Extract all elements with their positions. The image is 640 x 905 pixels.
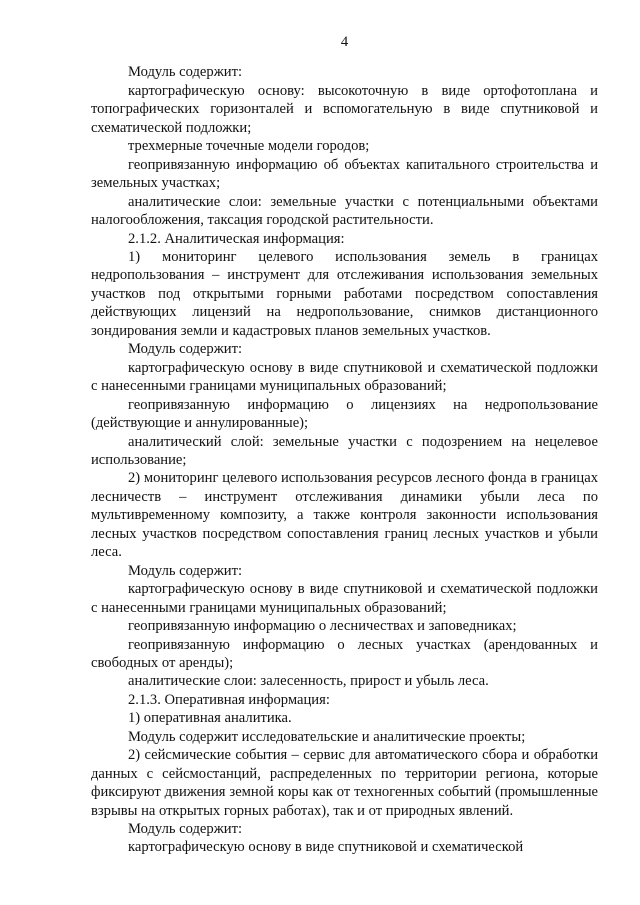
- paragraph: трехмерные точечные модели городов;: [128, 138, 370, 155]
- paragraph: картографическую основу в виде спутниковой и схематической подложки с нанесенными границами муниципальных образований;: [91, 359, 598, 395]
- paragraph: Модуль содержит:: [128, 821, 243, 838]
- paragraph: Модуль содержит:: [128, 562, 243, 579]
- section-heading: 2.1.3. Оперативная информация:: [128, 691, 330, 708]
- document-body: [91, 63, 598, 856]
- paragraph: аналитические слои: земельные участки с потенциальными объектами налогообложения, таксация городской растительности.: [91, 193, 598, 229]
- section-heading: 2.1.2. Аналитическая информация:: [128, 230, 345, 247]
- paragraph: 2) сейсмические события – сервис для автоматического сбора и обработки данных с сейсмостанций, распределенных по территории региона, которые фиксируют движения земной коры как от техногенных событий (промышленные взрывы на открытых горных работах), так и от природных явлений.: [91, 747, 598, 819]
- paragraph: картографическую основу в виде спутниковой и схематической подложки с нанесенными границами муниципальных образований;: [91, 581, 598, 616]
- paragraph: Модуль содержит исследовательские и аналитические проекты;: [128, 728, 526, 745]
- paragraph: геопривязанную информацию о лесничествах и заповедниках;: [128, 618, 517, 635]
- paragraph: геопривязанную информацию о лесных участках (арендованных и свободных от аренды);: [91, 636, 598, 671]
- paragraph: Модуль содержит:: [128, 341, 243, 358]
- paragraph: 1) мониторинг целевого использования земель в границах недропользования – инструмент для отслеживания использования земельных участков под открытыми горными работами посредством сопоставления действующих лицензий на недропользование, снимков дистанционного зондирования земли и кадастровых планов земельных участков.: [91, 248, 598, 339]
- paragraph: геопривязанную информацию об объектах капитального строительства и земельных участках;: [91, 156, 598, 192]
- page-number: 4: [340, 34, 349, 50]
- paragraph: Модуль содержит:: [128, 64, 243, 81]
- paragraph: картографическую основу в виде спутниковой и схематической: [128, 839, 524, 856]
- paragraph: аналитические слои: залесенность, прирост и убыль леса.: [128, 673, 489, 690]
- paragraph: картографическую основу: высокоточную в виде ортофотоплана и топографических горизонталей и вспомогательную в виде спутниковой и схематической подложки;: [91, 82, 598, 136]
- paragraph: 2) мониторинг целевого использования ресурсов лесного фонда в границах лесничеств – инструмент отслеживания динамики убыли леса по мультивременному композиту, а также контроля законности использования лесных участков посредством сопоставления границ лесных участков и убыли леса.: [91, 470, 598, 561]
- paragraph: 1) оперативная аналитика.: [128, 710, 292, 727]
- paragraph: геопривязанную информацию о лицензиях на недропользование (действующие и аннулированные);: [91, 396, 598, 432]
- paragraph: аналитический слой: земельные участки с подозрением на нецелевое использование;: [91, 433, 598, 468]
